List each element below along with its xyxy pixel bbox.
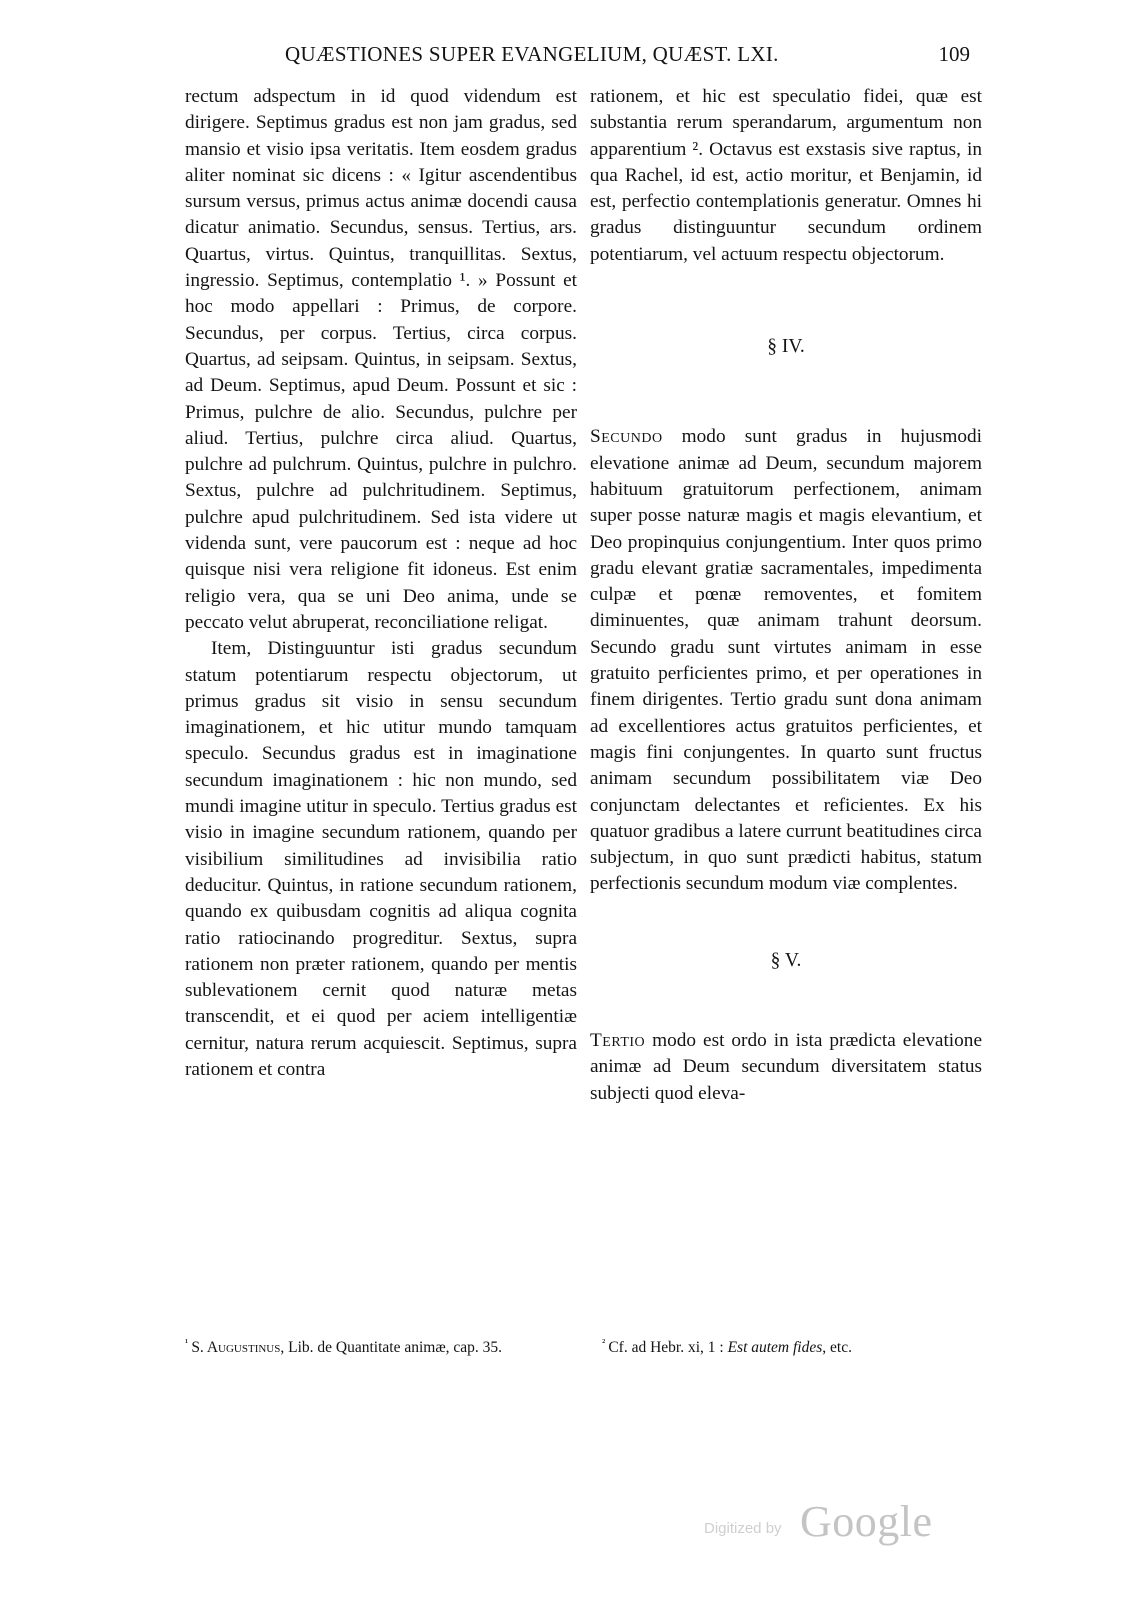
footnote-italic: Est autem fides bbox=[727, 1339, 823, 1357]
digitized-watermark bbox=[704, 1497, 944, 1550]
page-number: 109 bbox=[938, 42, 970, 66]
section-heading-iv: § IV. bbox=[767, 336, 805, 358]
google-logo: Google bbox=[800, 1497, 933, 1546]
section-heading-v: § V. bbox=[770, 949, 802, 971]
footnote-marker: ² bbox=[602, 1337, 606, 1349]
footnote-marker: ¹ bbox=[185, 1337, 189, 1349]
footnote-text: , Lib. de Quantitate animæ, cap. 35. bbox=[280, 1339, 503, 1357]
left-paragraph-1: rectum adspectum in id quod videndum est dirigere. Septimus gradus est non jam gradus, sed mansio et visio ipsa veritatis. Item eosdem gradus aliter nominat sic dicens : « Igitur ascendentibus sursum versus, primus actus animæ docendi causa dicatur animatio. Secundus, sensus. Tertius, ars. Quartus, virtus. Quintus, tranquillitas. Sextus, ingressio. Septimus, contemplatio ¹. » Possunt et hoc modo appellari : Primus, de corpore. Secundus, per corpus. Tertius, circa corpus. Quartus, ad seipsam. Quintus, in seipsam. Sextus, ad Deum. Septimus, apud Deum. Possunt et sic : Primus, pulchre de alio. Secundus, pulchre per aliud. Tertius, pulchre circa aliud. Quartus, pulchre ad pulchrum. Quintus, pulchre in pulchro. Sextus, pulchre ad pulchritudinem. Septimus, pulchre apud pulchritudinem. Sed ista videre ut videnda sunt, vere paucorum est : neque ad hoc quisque nisi vera religione fit idoneus. Est enim religio vera, qua se uni Deo anima, unde se peccato velut abruperat, reconciliatione religat. bbox=[185, 86, 577, 633]
footnote-tail: , etc. bbox=[822, 1339, 852, 1357]
left-column bbox=[185, 84, 577, 1083]
section-v-lead-word: Tertio bbox=[590, 1030, 646, 1052]
footnote-right bbox=[602, 1332, 982, 1359]
right-paragraph-1: rationem, et hic est speculatio fidei, quæ est substantia rerum sperandarum, argumentum non apparentium ². Octavus est exstasis sive raptus, in qua Rachel, id est, actio moritur, et Benjamin, id est, perfectio contemplationis generatur. Omnes hi gradus distinguuntur secundum ordinem potentiarum, vel actuum respectu objectorum. bbox=[590, 86, 982, 265]
section-v-paragraph bbox=[590, 1028, 982, 1107]
footnote-author: S. Augustinus bbox=[191, 1339, 281, 1357]
right-column bbox=[590, 84, 982, 1107]
section-v-text: modo est ordo in ista prædicta elevatione animæ ad Deum secundum diversitatem status subjecti quod eleva- bbox=[590, 1030, 982, 1104]
watermark-prefix: Digitized by bbox=[704, 1520, 782, 1537]
section-iv-paragraph bbox=[590, 424, 982, 897]
running-head bbox=[285, 40, 985, 80]
footnote-left bbox=[185, 1332, 577, 1359]
section-iv-lead-word: Secundo bbox=[590, 426, 663, 448]
section-iv-text: modo sunt gradus in hujusmodi elevatione animæ ad Deum, secundum majorem habituum gratuitorum perfectionem, animam super posse naturæ magis et magis elevantium, et Deo propinquius conjungentium. Inter quos primo gradu elevant gratiæ sacramentales, impedimenta culpæ et pœnæ removentes, et fomitem diminuentes, quæ animam trahunt deorsum. Secundo gradu sunt virtutes animam in esse gratuito perficientes primo, et per operationes in finem dirigentes. Tertio gradu sunt dona animam ad excellentiores actus gratuitos perficientes, et magis fini conjungentes. In quarto sunt fructus animam secundum possibilitatem viæ Deo conjunctam delectantes et reficientes. Ex his quatuor gradibus a latere currunt beatitudines circa subjectum, in quo sunt prædicti habitus, statum perfectionis secundum modum viæ complentes. bbox=[590, 426, 982, 895]
footnote-text: Cf. ad Hebr. xi, 1 : bbox=[608, 1339, 728, 1357]
left-paragraph-2: Item, Distinguuntur isti gradus secundum statum potentiarum respectu objectorum, ut primus gradus sit visio in sensu secundum imaginationem, et hic utitur mundo tamquam speculo. Secundus gradus est in imaginatione secundum imaginationem : hic non mundo, sed mundi imagine utitur in speculo. Tertius gradus est visio in imagine secundum rationem, quando per visibilium similitudines ad invisibilia ratio deducitur. Quintus, in ratione secundum rationem, quando ex quibusdam cognitis ad aliqua cognita ratio ratiocinando progreditur. Sextus, supra rationem non præter rationem, quando per mentis sublevationem cernit quod naturæ metas transcendit, et ei quod per aciem intelligentiæ cernitur, natura rerum acquiescit. Septimus, supra rationem et contra bbox=[185, 638, 577, 1080]
running-head-title: QUÆSTIONES SUPER EVANGELIUM, QUÆST. LXI. bbox=[285, 42, 779, 66]
